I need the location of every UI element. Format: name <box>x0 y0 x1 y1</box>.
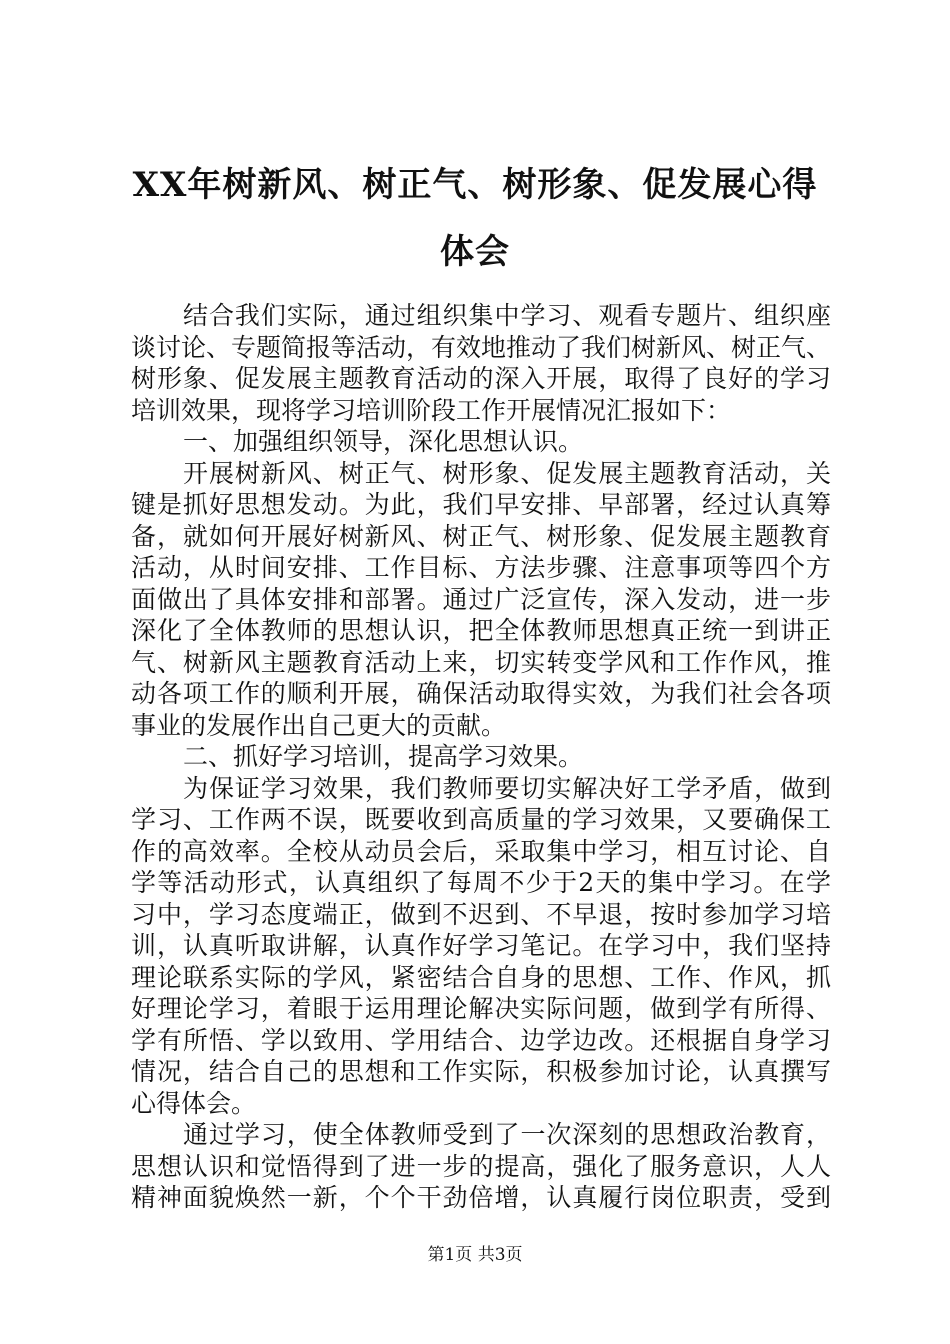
paragraph-line: 训，认真听取讲解，认真作好学习笔记。在学习中，我们坚持 <box>131 931 831 960</box>
paragraph-line: 动各项工作的顺利开展，确保活动取得实效，为我们社会各项 <box>131 679 831 708</box>
paragraph-line: 面做出了具体安排和部署。通过广泛宣传，深入发动，进一步 <box>131 584 831 614</box>
paragraph-line: 思想认识和觉悟得到了进一步的提高，强化了服务意识，人人 <box>131 1151 831 1181</box>
paragraph-line: 备，就如何开展好树新风、树正气、树形象、促发展主题教育 <box>131 521 831 551</box>
paragraph-line: 作的高效率。全校从动员会后，采取集中学习，相互讨论、自 <box>131 836 831 866</box>
paragraph-line: 气、树新风主题教育活动上来，切实转变学风和工作作风，推 <box>131 647 831 677</box>
paragraph-line: 习中，学习态度端正，做到不迟到、不早退，按时参加学习培 <box>131 899 831 929</box>
document-title-line-2: 体会 <box>440 232 510 272</box>
paragraph-line: 键是抓好思想发动。为此，我们早安排、早部署，经过认真筹 <box>131 490 831 519</box>
paragraph-line: 学有所悟、学以致用、学用结合、边学边改。还根据自身学习 <box>131 1025 831 1055</box>
paragraph-line: 精神面貌焕然一新，个个干劲倍增，认真履行岗位职责，受到 <box>131 1183 831 1212</box>
section-heading: 一、加强组织领导，深化思想认识。 <box>183 427 584 456</box>
paragraph-line: 好理论学习，着眼于运用理论解决实际问题，做到学有所得、 <box>131 994 831 1023</box>
paragraph-line: 培训效果，现将学习培训阶段工作开展情况汇报如下： <box>131 395 732 425</box>
paragraph-line: 谈讨论、专题简报等活动，有效地推动了我们树新风、树正气、 <box>131 332 832 362</box>
section-heading: 二、抓好学习培训，提高学习效果。 <box>183 742 584 771</box>
paragraph-line: 为保证学习效果，我们教师要切实解决好工学矛盾，做到 <box>183 773 831 803</box>
document-title-line-1: XX年树新风、树正气、树形象、促发展心得 <box>132 165 818 205</box>
paragraph-line: 理论联系实际的学风，紧密结合自身的思想、工作、作风，抓 <box>131 962 831 992</box>
paragraph-line: 学习、工作两不误，既要收到高质量的学习效果，又要确保工 <box>131 805 831 834</box>
paragraph-line: 心得体会。 <box>131 1088 257 1118</box>
paragraph-line: 事业的发展作出自己更大的贡献。 <box>131 710 507 740</box>
page-number-footer: 第1页 共3页 <box>427 1245 523 1265</box>
document-body <box>131 300 831 1214</box>
paragraph-line: 树形象、促发展主题教育活动的深入开展，取得了良好的学习 <box>131 364 831 393</box>
paragraph-line: 结合我们实际，通过组织集中学习、观看专题片、组织座 <box>183 301 831 330</box>
paragraph-line: 活动，从时间安排、工作目标、方法步骤、注意事项等四个方 <box>131 553 831 582</box>
paragraph-line: 通过学习，使全体教师受到了一次深刻的思想政治教育， <box>183 1120 831 1149</box>
paragraph-line: 深化了全体教师的思想认识，把全体教师思想真正统一到讲正 <box>131 616 831 645</box>
paragraph-line: 学等活动形式，认真组织了每周不少于2天的集中学习。在学 <box>131 868 831 897</box>
paragraph-line: 开展树新风、树正气、树形象、促发展主题教育活动，关 <box>183 458 831 488</box>
paragraph-line: 情况，结合自己的思想和工作实际，积极参加讨论，认真撰写 <box>131 1057 831 1086</box>
